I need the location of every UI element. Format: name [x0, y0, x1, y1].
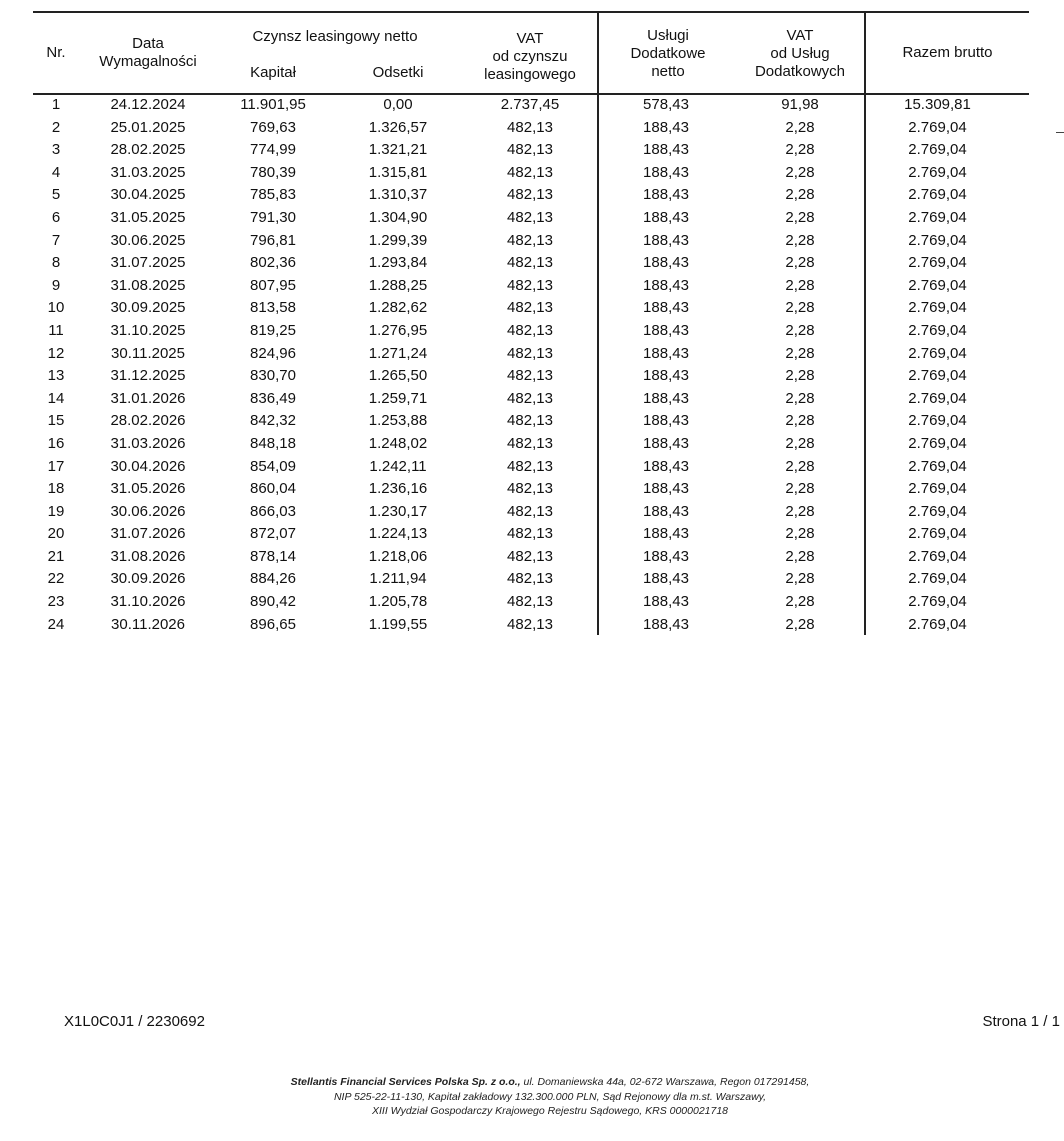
capital-cell: 854,09 — [250, 457, 296, 475]
interest-cell: 1.205,78 — [368, 593, 428, 611]
services-cell: 188,43 — [643, 276, 689, 294]
table-row — [0, 94, 1064, 117]
vat-rent-cell: 482,13 — [507, 570, 553, 588]
due-date-cell: 31.08.2025 — [110, 276, 186, 294]
table-top-rule — [33, 11, 1029, 13]
vat-rent-cell: 482,13 — [507, 593, 553, 611]
row-number: 16 — [47, 434, 65, 452]
total-gross-cell: 2.769,04 — [908, 141, 967, 159]
capital-cell: 824,96 — [250, 344, 296, 362]
vat-services-cell: 2,28 — [785, 163, 815, 181]
services-cell: 188,43 — [643, 344, 689, 362]
capital-cell: 769,63 — [250, 118, 296, 136]
total-gross-cell: 2.769,04 — [908, 525, 967, 543]
capital-cell: 866,03 — [250, 502, 296, 520]
capital-cell: 807,95 — [250, 276, 296, 294]
table-row — [0, 410, 1064, 433]
table-row — [0, 501, 1064, 524]
footer-company-name: Stellantis Financial Services Polska Sp. z o.o., — [290, 1076, 521, 1088]
vat-services-cell: 2,28 — [785, 367, 815, 385]
capital-cell: 884,26 — [250, 570, 296, 588]
total-gross-cell: 2.769,04 — [908, 615, 967, 633]
capital-cell: 872,07 — [250, 525, 296, 543]
header-vat-rent: VAT od czynszu leasingowego — [484, 30, 576, 83]
vat-rent-cell: 482,13 — [507, 547, 553, 565]
capital-cell: 796,81 — [250, 231, 296, 249]
table-row — [0, 591, 1064, 614]
vat-services-cell: 2,28 — [785, 480, 815, 498]
due-date-cell: 28.02.2026 — [110, 412, 186, 430]
total-gross-cell: 2.769,04 — [908, 412, 967, 430]
vat-rent-cell: 482,13 — [507, 502, 553, 520]
row-number: 1 — [51, 96, 61, 113]
table-row — [0, 365, 1064, 388]
table-row — [0, 546, 1064, 569]
vat-rent-cell: 482,13 — [507, 163, 553, 181]
table-row — [0, 388, 1064, 411]
due-date-cell: 31.01.2026 — [110, 389, 186, 407]
vat-services-cell: 2,28 — [785, 231, 815, 249]
vat-rent-cell: 482,13 — [507, 457, 553, 475]
services-cell: 188,43 — [643, 208, 689, 226]
row-number: 21 — [47, 547, 65, 565]
services-cell: 188,43 — [643, 163, 689, 181]
total-gross-cell: 2.769,04 — [908, 480, 967, 498]
due-date-cell: 30.09.2025 — [110, 299, 186, 317]
total-gross-cell: 2.769,04 — [908, 457, 967, 475]
header-due-date: Data Wymagalności — [99, 35, 197, 70]
vat-services-cell: 2,28 — [785, 547, 815, 565]
interest-cell: 1.230,17 — [368, 502, 428, 520]
vat-services-cell: 2,28 — [785, 276, 815, 294]
interest-cell: 1.304,90 — [368, 208, 428, 226]
vat-services-cell: 2,28 — [785, 525, 815, 543]
interest-cell: 1.218,06 — [368, 547, 428, 565]
interest-cell: 1.259,71 — [368, 389, 428, 407]
interest-cell: 1.315,81 — [368, 163, 428, 181]
due-date-cell: 31.03.2025 — [110, 163, 186, 181]
row-number: 17 — [47, 457, 65, 475]
footer-line-2: NIP 525-22-11-130, Kapitał zakładowy 132.300.000 PLN, Sąd Rejonowy dla m.st. Warszawy, — [333, 1090, 767, 1103]
row-number: 7 — [51, 231, 61, 249]
vat-rent-cell: 482,13 — [507, 525, 553, 543]
due-date-cell: 31.12.2025 — [110, 367, 186, 385]
vat-rent-cell: 482,13 — [507, 208, 553, 226]
due-date-cell: 30.06.2025 — [110, 231, 186, 249]
header-total-gross: Razem brutto — [902, 44, 993, 61]
header-capital: Kapitał — [250, 64, 296, 81]
capital-cell: 780,39 — [250, 163, 296, 181]
total-gross-cell: 2.769,04 — [908, 502, 967, 520]
vat-rent-cell: 482,13 — [507, 480, 553, 498]
row-number: 12 — [47, 344, 65, 362]
total-gross-cell: 2.769,04 — [908, 434, 967, 452]
total-gross-cell: 2.769,04 — [908, 367, 967, 385]
due-date-cell: 31.10.2025 — [110, 321, 186, 339]
services-cell: 188,43 — [643, 502, 689, 520]
interest-cell: 1.326,57 — [368, 118, 428, 136]
due-date-cell: 25.01.2025 — [110, 118, 186, 136]
total-gross-cell: 2.769,04 — [908, 570, 967, 588]
capital-cell: 791,30 — [250, 208, 296, 226]
interest-cell: 1.293,84 — [368, 254, 428, 272]
table-row — [0, 433, 1064, 456]
row-number: 10 — [47, 299, 65, 317]
services-cell: 188,43 — [643, 525, 689, 543]
services-cell: 188,43 — [643, 570, 689, 588]
total-gross-cell: 2.769,04 — [908, 321, 967, 339]
vat-services-cell: 2,28 — [785, 299, 815, 317]
capital-cell: 813,58 — [250, 299, 296, 317]
vat-rent-cell: 482,13 — [507, 367, 553, 385]
table-row — [0, 184, 1064, 207]
total-gross-cell: 2.769,04 — [908, 389, 967, 407]
vat-rent-cell: 482,13 — [507, 321, 553, 339]
due-date-cell: 30.04.2026 — [110, 457, 186, 475]
table-row — [0, 252, 1064, 275]
capital-cell: 860,04 — [250, 480, 296, 498]
total-gross-cell: 2.769,04 — [908, 276, 967, 294]
table-row — [0, 568, 1064, 591]
services-cell: 188,43 — [643, 480, 689, 498]
row-number: 2 — [51, 118, 61, 136]
due-date-cell: 30.04.2025 — [110, 186, 186, 204]
interest-cell: 1.253,88 — [368, 412, 428, 430]
vat-rent-cell: 482,13 — [507, 412, 553, 430]
total-gross-cell: 2.769,04 — [908, 299, 967, 317]
due-date-cell: 31.10.2026 — [110, 593, 186, 611]
row-number: 20 — [47, 525, 65, 543]
services-cell: 188,43 — [643, 118, 689, 136]
table-row — [0, 297, 1064, 320]
due-date-cell: 30.09.2026 — [110, 570, 186, 588]
vat-services-cell: 91,98 — [781, 96, 819, 113]
table-row — [0, 230, 1064, 253]
vat-services-cell: 2,28 — [785, 186, 815, 204]
vat-services-cell: 2,28 — [785, 570, 815, 588]
interest-cell: 1.236,16 — [368, 480, 428, 498]
capital-cell: 830,70 — [250, 367, 296, 385]
interest-cell: 1.321,21 — [368, 141, 428, 159]
services-cell: 188,43 — [643, 434, 689, 452]
table-row — [0, 320, 1064, 343]
vat-services-cell: 2,28 — [785, 593, 815, 611]
interest-cell: 1.242,11 — [369, 457, 427, 475]
vat-rent-cell: 482,13 — [507, 615, 553, 633]
interest-cell: 1.224,13 — [368, 525, 428, 543]
row-number: 3 — [51, 141, 61, 159]
services-cell: 188,43 — [643, 412, 689, 430]
vat-services-cell: 2,28 — [785, 254, 815, 272]
interest-cell: 1.282,62 — [368, 299, 428, 317]
header-interest: Odsetki — [372, 64, 424, 81]
row-number: 5 — [51, 186, 61, 204]
total-gross-cell: 15.309,81 — [904, 96, 971, 113]
due-date-cell: 31.05.2026 — [110, 480, 186, 498]
interest-cell: 1.310,37 — [368, 186, 428, 204]
vat-rent-cell: 2.737,45 — [500, 96, 560, 113]
capital-cell: 819,25 — [250, 321, 296, 339]
services-cell: 188,43 — [643, 593, 689, 611]
vat-services-cell: 2,28 — [785, 321, 815, 339]
total-gross-cell: 2.769,04 — [908, 118, 967, 136]
table-row — [0, 207, 1064, 230]
due-date-cell: 28.02.2025 — [110, 141, 186, 159]
footer-line-3: XIII Wydział Gospodarczy Krajowego Rejestru Sądowego, KRS 0000021718 — [371, 1105, 729, 1117]
services-cell: 188,43 — [643, 186, 689, 204]
table-row — [0, 614, 1064, 637]
table-row — [0, 139, 1064, 162]
table-row — [0, 456, 1064, 479]
due-date-cell: 31.03.2026 — [110, 434, 186, 452]
vat-rent-cell: 482,13 — [507, 299, 553, 317]
header-vat-services: VAT od Usług Dodatkowych — [754, 27, 846, 80]
services-cell: 188,43 — [643, 321, 689, 339]
vat-rent-cell: 482,13 — [507, 389, 553, 407]
interest-cell: 1.299,39 — [368, 231, 428, 249]
interest-cell: 1.271,24 — [368, 344, 428, 362]
services-cell: 188,43 — [643, 547, 689, 565]
due-date-cell: 31.07.2025 — [110, 254, 186, 272]
due-date-cell: 31.07.2026 — [110, 525, 186, 543]
vat-services-cell: 2,28 — [785, 118, 815, 136]
services-cell: 188,43 — [643, 141, 689, 159]
interest-cell: 0,00 — [383, 96, 413, 113]
vat-services-cell: 2,28 — [785, 344, 815, 362]
services-cell: 188,43 — [643, 254, 689, 272]
due-date-cell: 24.12.2024 — [110, 96, 186, 113]
table-row — [0, 343, 1064, 366]
due-date-cell: 30.06.2026 — [110, 502, 186, 520]
interest-cell: 1.276,95 — [368, 321, 428, 339]
vat-services-cell: 2,28 — [785, 141, 815, 159]
footer-address: ul. Domaniewska 44a, 02-672 Warszawa, Regon 017291458, — [520, 1076, 810, 1088]
row-number: 8 — [51, 254, 61, 272]
vat-rent-cell: 482,13 — [507, 141, 553, 159]
services-cell: 188,43 — [643, 231, 689, 249]
row-number: 19 — [47, 502, 65, 520]
vat-rent-cell: 482,13 — [507, 231, 553, 249]
interest-cell: 1.248,02 — [368, 434, 428, 452]
capital-cell: 842,32 — [250, 412, 296, 430]
vat-services-cell: 2,28 — [785, 389, 815, 407]
capital-cell: 802,36 — [250, 254, 296, 272]
total-gross-cell: 2.769,04 — [908, 593, 967, 611]
row-number: 15 — [47, 412, 65, 430]
header-additional-services: Usługi Dodatkowe netto — [630, 27, 706, 80]
capital-cell: 836,49 — [250, 389, 296, 407]
table-row — [0, 117, 1064, 140]
services-cell: 188,43 — [643, 367, 689, 385]
schedule-rows — [0, 94, 1064, 636]
footer-line-1 — [200, 1075, 900, 1090]
vat-rent-cell: 482,13 — [507, 434, 553, 452]
row-number: 14 — [47, 389, 65, 407]
total-gross-cell: 2.769,04 — [908, 547, 967, 565]
vat-services-cell: 2,28 — [785, 502, 815, 520]
document-reference: X1L0C0J1 / 2230692 — [64, 1013, 205, 1030]
total-gross-cell: 2.769,04 — [908, 163, 967, 181]
row-number: 24 — [47, 615, 65, 633]
services-cell: 188,43 — [643, 299, 689, 317]
company-footer — [200, 1075, 900, 1119]
total-gross-cell: 2.769,04 — [908, 254, 967, 272]
vat-services-cell: 2,28 — [785, 412, 815, 430]
row-number: 11 — [48, 321, 64, 339]
due-date-cell: 31.05.2025 — [110, 208, 186, 226]
capital-cell: 890,42 — [250, 593, 296, 611]
capital-cell: 878,14 — [250, 547, 296, 565]
page-number: Strona 1 / 1 — [982, 1013, 1060, 1030]
due-date-cell: 31.08.2026 — [110, 547, 186, 565]
total-gross-cell: 2.769,04 — [908, 231, 967, 249]
services-cell: 188,43 — [643, 457, 689, 475]
capital-cell: 785,83 — [250, 186, 296, 204]
table-row — [0, 275, 1064, 298]
total-gross-cell: 2.769,04 — [908, 344, 967, 362]
vat-rent-cell: 482,13 — [507, 276, 553, 294]
services-cell: 188,43 — [643, 389, 689, 407]
header-nr: Nr. — [46, 44, 66, 61]
total-gross-cell: 2.769,04 — [908, 208, 967, 226]
total-gross-cell: 2.769,04 — [908, 186, 967, 204]
due-date-cell: 30.11.2026 — [111, 615, 185, 633]
vat-services-cell: 2,28 — [785, 208, 815, 226]
row-number: 22 — [47, 570, 65, 588]
vat-rent-cell: 482,13 — [507, 186, 553, 204]
capital-cell: 11.901,95 — [240, 96, 306, 113]
table-row — [0, 162, 1064, 185]
vat-rent-cell: 482,13 — [507, 344, 553, 362]
table-row — [0, 523, 1064, 546]
row-number: 9 — [51, 276, 61, 294]
interest-cell: 1.199,55 — [368, 615, 428, 633]
header-lease-rent-net: Czynsz leasingowy netto — [252, 28, 418, 45]
services-cell: 578,43 — [643, 96, 689, 113]
vat-services-cell: 2,28 — [785, 434, 815, 452]
interest-cell: 1.288,25 — [368, 276, 428, 294]
interest-cell: 1.265,50 — [368, 367, 428, 385]
row-number: 6 — [51, 208, 61, 226]
services-cell: 188,43 — [643, 615, 689, 633]
vat-rent-cell: 482,13 — [507, 254, 553, 272]
capital-cell: 896,65 — [250, 615, 296, 633]
vat-services-cell: 2,28 — [785, 615, 815, 633]
table-row — [0, 478, 1064, 501]
row-number: 4 — [51, 163, 61, 181]
vat-rent-cell: 482,13 — [507, 118, 553, 136]
due-date-cell: 30.11.2025 — [111, 344, 185, 362]
capital-cell: 774,99 — [250, 141, 296, 159]
vat-services-cell: 2,28 — [785, 457, 815, 475]
row-number: 13 — [47, 367, 65, 385]
row-number: 18 — [47, 480, 65, 498]
capital-cell: 848,18 — [250, 434, 296, 452]
interest-cell: 1.211,94 — [369, 570, 427, 588]
row-number: 23 — [47, 593, 65, 611]
